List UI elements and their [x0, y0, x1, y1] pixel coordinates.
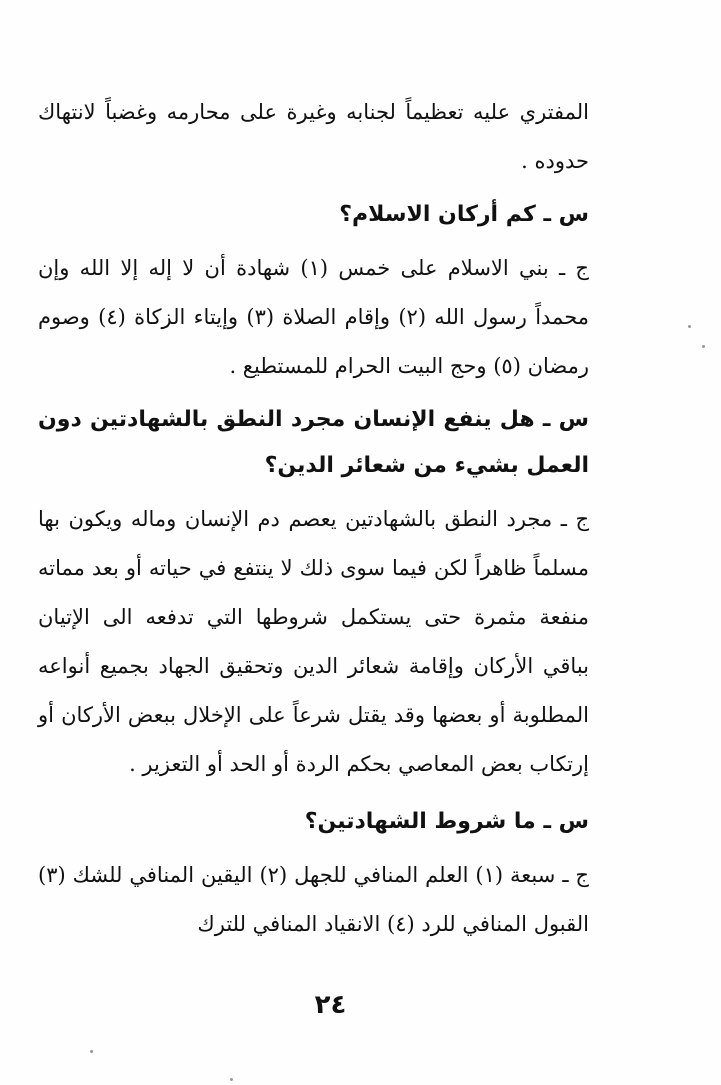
answer-shahadatayn-conditions: ج ـ سبعة (١) العلم المنافي للجهل (٢) اليقين المنافي للشك (٣) القبول المنافي للرد (٤) الانقياد المنافي للترك	[38, 863, 589, 936]
question-shahadatayn-conditions: س ـ ما شروط الشهادتين؟	[304, 809, 589, 834]
scan-speck	[230, 1078, 233, 1081]
question-pillars-of-islam: س ـ كم أركان الاسلام؟	[339, 202, 589, 227]
answer-pillars-of-islam: ج ـ بني الاسلام على خمس (١) شهادة أن لا إله إلا الله وإن محمداً رسول الله (٢) وإقام الصلاة (٣) وإيتاء الزكاة (٤) وصوم رمضان (٥) وحج البيت الحرام للمستطيع .	[38, 256, 590, 378]
question-shahadatayn-benefit: س ـ هل ينفع الإنسان مجرد النطق بالشهادتين دون العمل بشيء من شعائر الدين؟	[38, 407, 589, 478]
scan-speck	[702, 345, 705, 348]
spacer	[38, 789, 589, 799]
answer-shahadatayn-benefit: ج ـ مجرد النطق بالشهادتين يعصم دم الإنسان وماله ويكون بها مسلماً ظاهراً لكن فيما سوى ذلك لا ينتفع في حياته أو بعد مماته منفعة مثمرة حتى يستكمل شروطها التي تدفعه الى الإتيان بباقي الأركان وإقامة شعائر الدين وتحقيق الجهاد بجميع أنواعه المطلوبة أو بعضها وقد يقتل شرعاً على الإخلال ببعض الأركان أو إرتكاب بعض المعاصي بحكم الردة أو الحد أو التعزير .	[38, 507, 589, 776]
scan-speck	[90, 1050, 93, 1053]
paragraph-continuation: المفتري عليه تعظيماً لجنابه وغيرة على محارمه وغضباً لانتهاك حدوده .	[38, 100, 589, 173]
scan-speck	[688, 325, 691, 328]
page-number: ٢٤	[314, 990, 347, 1020]
page-body	[38, 88, 589, 949]
